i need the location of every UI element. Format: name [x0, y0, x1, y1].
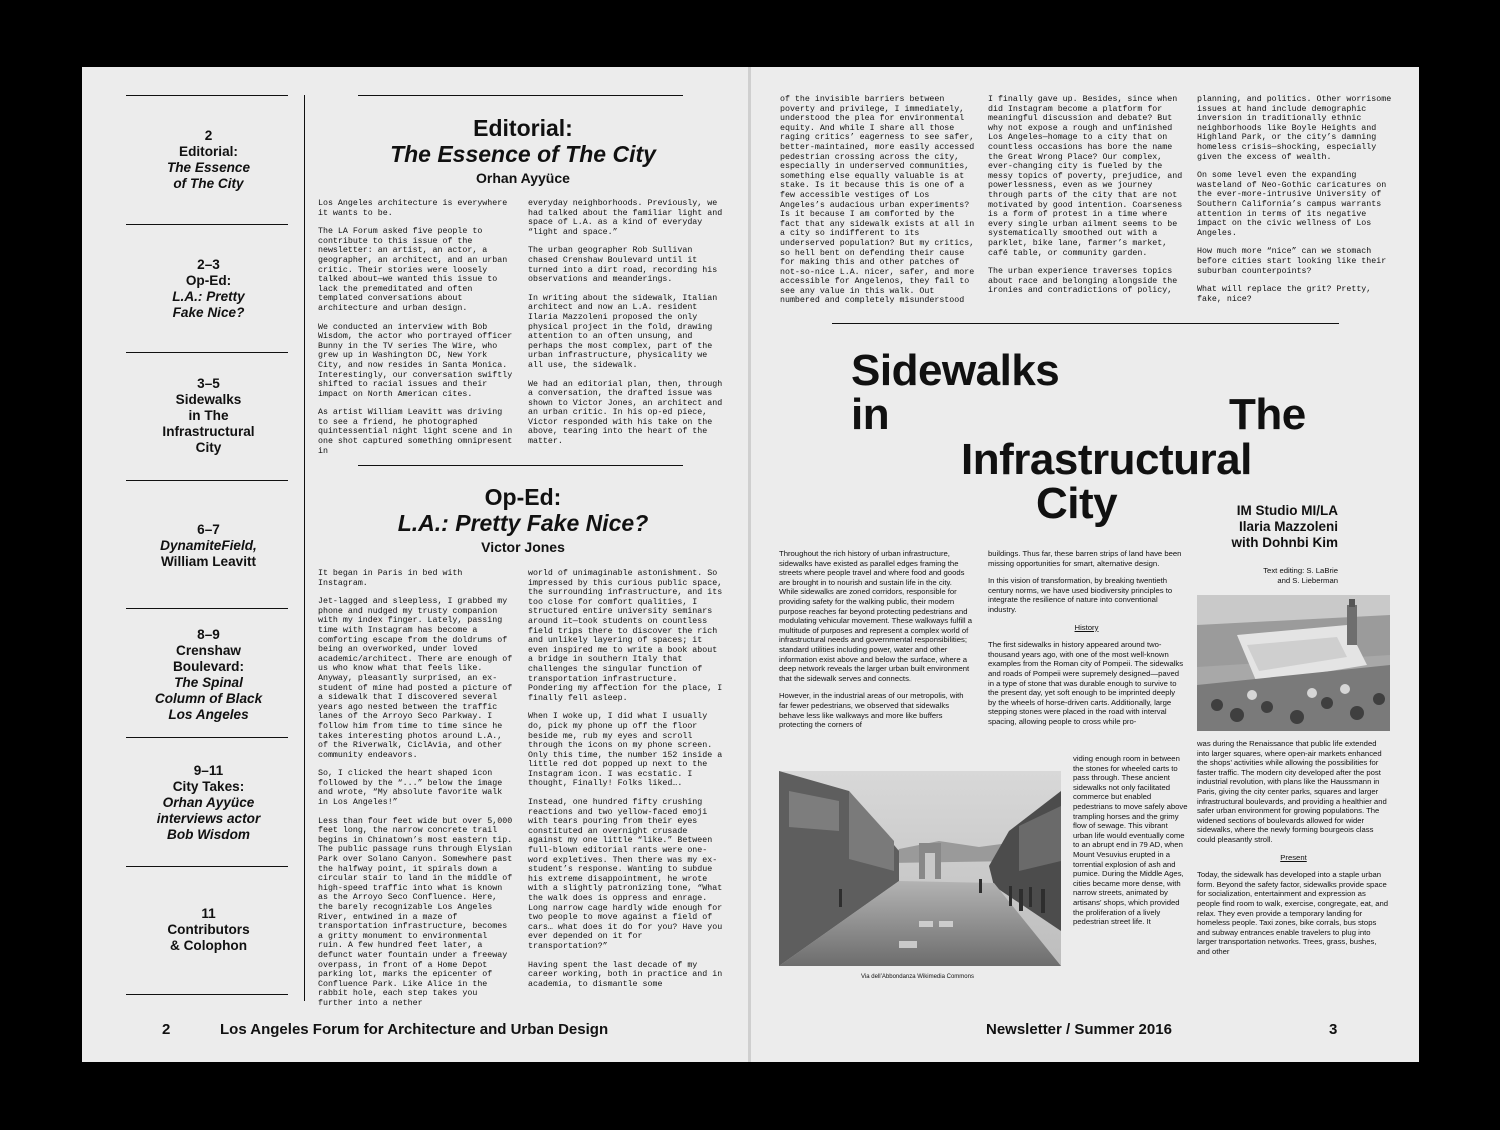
sidewalks-column-2: buildings. Thus far, these barren strips of land have been missing opportunities for smart, alternative design. In this vision of transformation, by breaking twentieth century norms, we have used biodiversity principles to integrate the resilience of nature into conventional industry. History The first sidewalks in history appeared around two-thousand years ago, with one of the most well-known examples from the Roman city of Pompeii. The sidewalks and roads of Pompeii were supremely designed—paved in a type of stone that was durable enough to survive to the present day, yet soft enough to be imprinted deeply by the wheels of horse-driven carts. Additionally, large stepping stones were placed in the road with interval spacing, allowing people to cross while pro-: [988, 549, 1184, 726]
toc-rule: [126, 95, 288, 96]
oped-continued-column-1: of the invisible barriers between poverty and privilege, I immediately, understood the plea for environmental equity. And while I share all those raging critics’ eagerness to see safer, better-maintained, more easily accessed pedestrian crossing across the city, especially in underserved communities, something else equally valuable is at stake. Is it because this is one of a few accessible vestiges of Los Angeles’s audacious urban experiments? Is it because I am comforted by the fact that any sidewalk exists at all in a city so indifferent to its underserved population? But my critics, so hell bent on defending their cause for making this and other patches of not-so-nice L.A. nicer, safer, and more accessible for Angelenos, they fail to see any value in this walk. Out numbered and completely misunderstood: [780, 95, 975, 306]
history-heading: History: [1074, 622, 1099, 632]
sidewalks-column-3: was during the Renaissance that public life extended into larger squares, where open-air markets enhanced the shops’ activities while allowing the possibilities for faster traffic. The modern city developed after the post industrial revolution, with plans like the Haussmann in Paris, giving the city center parks, squares and larger infrastructural boulevards, and providing a healthier and safer urban environment for growing populations. The widened sections of boulevards allowed for wider sidewalks, where the newly forming bourgeois class could pleasantly stroll. Present Today, the sidewalk has developed into a staple urban form. Beyond the safety factor, sidewalks provide space for socialization, entertainment and expression as people find room to walk, exercise, congregate, eat, and relax. They even provide a temporary landing for homeless people. Taxi zones, bike corrals, bus stops and subway entrances enable travelers to plug into larger transportation networks. Trees, grass, bushes, and other: [1197, 739, 1389, 956]
editorial-heading: Editorial: The Essence of The City Orhan Ayyüce: [390, 115, 656, 186]
oped-column-1: It began in Paris in bed with Instagram. Jet-lagged and sleepless, I grabbed my phone and nudged my trusty companion with my index finger. Lately, passing time with Instagram has become a comforting escape from the doldrums of being an overworked, under loved academic/architect. There are enough of us who know what that feels like. Anyway, pleasantly surprised, an ex-student of mine had posted a picture of a sidewalk that I discovered several years ago nested between the traffic lanes of the Arroyo Seco Parkway. I follow him from time to time since he takes interesting photos around L.A., of the Riverwalk, CiclAvia, and other community endeavors. So, I clicked the heart shaped icon followed by the “...” below the image and wrote, “My absolute favorite walk in Los Angeles!” Less than four feet wide but over 5,000 feet long, the narrow concrete trail begins in Chinatown’s most eastern tip. The public passage runs through Elysian Park over Solano Canyon. Somewhere past the halfway point, it spirals down a circular stair to land in the middle of high-speed traffic into what is known as the Arroyo Seco Confluence. Here, the barely recognizable Los Angeles River, entwined in a maze of transportation infrastructure, becomes a gritty monument to environmental ruin. A few hundred feet later, a defunct water fountain under a freeway overpass, in front of a Home Depot parking lot, marks the epicenter of Confluence Park. Like Alice in the rabbit hole, each step takes you further into a nether: [318, 569, 513, 1008]
photo-caption: Via dell’Abbondanza Wikimedia Commons: [861, 974, 974, 980]
section-rule: [358, 465, 683, 466]
toc-entry-11[interactable]: 11 Contributors & Colophon: [167, 906, 250, 953]
sidewalks-title-word-1: Sidewalks: [851, 346, 1060, 395]
sidewalks-byline: IM Studio MI/LA Ilaria Mazzoleni with Dohnbi Kim: [1231, 503, 1338, 550]
editorial-column-1: Los Angeles architecture is everywhere it wants to be. The LA Forum asked five people to contribute to this issue of the newsletter: an artist, an actor, a geographer, an architect, and an urban critic. Their stories were loosely talked about—we wanted this issue to lack the premeditated and often templated conversations about architecture and urban design. We conducted an interview with Bob Wisdom, the actor who portrayed officer Bunny in the TV series The Wire, who grew up in Washington DC, New York City, and now resides in Santa Monica. Interestingly, our conversation swiftly shifted to racial issues and their impact on North American cites. As artist William Leavitt was driving to see a friend, he photographed quintessential night light scene and in one shot captured something omnipresent in: [318, 199, 513, 456]
toc-rule: [126, 737, 288, 738]
oped-column-2: world of unimaginable astonishment. So impressed by this curious public space, the surrounding infrastructure, and its too close for comfort qualities, I structured entire university seminars around it—took students on countless field trips there to discover the rich and unlikely layering of spaces; it even inspired me to write a book about a bridge in southern Italy that challenges the singular function of transportation infrastructure. Pondering my affection for the place, I finally fell asleep. When I woke up, I did what I usually do, pick my phone up off the floor beside me, rub my eyes and scroll through the icons on my phone screen. Only this time, the number 152 inside a little red dot popped up next to the Instagram icon. I was ecstatic. I thought, Finally! Folks liked…. Instead, one hundred fifty crushing reactions and two yellow-faced emoji with tears pouring from their eyes constituted an overnight crusade against my one little “like.” Between full-blown editorial rants were one-word expletives. Then there was my ex-student’s response. Wanting to subdue his extreme disappointment, he wrote with a slightly patronizing tone, “What the walk does is oppress and enrage. Long narrow cage hardly wide enough for two people to move against a field of cars… what does it do for you? Have you ever depended on it for transportation?” Having spent the last decade of my career working, both in practice and in academia, to dismantle some: [528, 569, 723, 989]
page-number-left: 2: [162, 1021, 171, 1038]
toc-rule: [126, 994, 288, 995]
pompeii-street-photo: [779, 771, 1061, 966]
toc-entry-2[interactable]: 2 Editorial: The Essence of The City: [166, 128, 251, 191]
toc-entry-9-11[interactable]: 9–11 City Takes: Orhan Ayyüce interviews actor Bob Wisdom: [156, 763, 261, 842]
toc-entry-6-7[interactable]: 6–7 DynamiteField, William Leavitt: [160, 522, 257, 569]
right-page: [751, 67, 1419, 1062]
toc-rule: [126, 608, 288, 609]
pompeii-street-image: [779, 771, 1061, 966]
text-editing-credit: Text editing: S. LaBrie and S. Lieberman: [1263, 566, 1338, 585]
issue-label: Newsletter / Summer 2016: [986, 1021, 1172, 1038]
toc-rule: [126, 480, 288, 481]
toc-entry-8-9[interactable]: 8–9 Crenshaw Boulevard: The Spinal Column of Black Los Angeles: [154, 627, 263, 722]
sidewalks-column-1: Throughout the rich history of urban infrastructure, sidewalks have existed as parallel edges framing the streets where people travel and where food and goods are brought in to nourish and sustain life in the city. While sidewalks are zoned corridors, responsible for providing safety for the walking public, their modern purpose reaches far beyond protecting pedestrians and modulating vehicular movement. These walkways fulfill a multitude of purposes and represent a complex world of infrastructural needs and governmental responsibilities; standard utilities including power, water and other information exist above and below the surface, where a deep network reveals the larger urban built environment that the sidewalk serves and connects. However, in the industrial areas of our metropolis, with far fewer pedestrians, we observed that sidewalks behave less like walkways and more like buffers protecting the corners of: [779, 549, 972, 730]
aerial-city-image: [1197, 595, 1390, 731]
toc-rule: [126, 224, 288, 225]
column-divider: [304, 95, 305, 1001]
aerial-city-photo: [1197, 595, 1390, 731]
sidewalks-column-2-continued: viding enough room in between the stones for wheeled carts to pass through. These ancient sidewalks not only facilitated commerce but enabled pedestrians to move safely above trampling horses and the grimy flow of sewage. This vibrant urban life would eventually come to an abrupt end in 79 AD, when Mount Vesuvius erupted in a torrential explosion of ash and pumice. During the Middle Ages, cities became more dense, with narrow streets, animated by artisans’ shops, which provided the proliferation of a lively pedestrian street life. It: [1073, 754, 1188, 927]
oped-continued-column-2: I finally gave up. Besides, since when did Instagram become a platform for meaningful discussion and debate? But why not expose a rough and unfinished Los Angeles—homage to a city that on countless occasions has bore the name the Great Wrong Place? Our complex, ever-changing city is fueled by the messy topics of poverty, prejudice, and powerlessness, even as we journey through parts of the city that are not motivated by good intention. Coarseness is a form of protest in a time where every single urban ailment seems to be systematically smoothed out with a parklet, bike lane, farmer’s market, café table, or community garden. The urban experience traverses topics about race and belonging alongside the ironies and contradictions of policy,: [988, 95, 1183, 296]
toc-entry-3-5[interactable]: 3–5 Sidewalks in The Infrastructural City: [162, 376, 255, 455]
oped-continued-column-3: planning, and politics. Other worrisome issues at hand include demographic inversion in traditionally ethnic neighborhoods like Boyle Heights and Highland Park, or the city’s damning homeless crisis—shocking, especially given the excess of wealth. On some level even the expanding wasteland of Neo-Gothic caricatures on the ever-more-intrusive University of Southern California’s campus warrants attention in terms of its negative impact on the civic wellness of Los Angeles. How much more “nice” can we stomach before cities start looking like their suburban counterpoints? What will replace the grit? Pretty, fake, nice?: [1197, 95, 1392, 304]
sidewalks-title-word-4: Infrastructural: [961, 435, 1252, 484]
section-rule: [832, 323, 1339, 324]
page-number-right: 3: [1329, 1021, 1338, 1038]
toc-rule: [126, 866, 288, 867]
oped-heading: Op-Ed: L.A.: Pretty Fake Nice? Victor Jones: [397, 484, 649, 555]
present-heading: Present: [1280, 852, 1307, 862]
editorial-column-2: everyday neighborhoods. Previously, we had talked about the familiar light and space of L.A. as a kind of everyday “light and space.” The urban geographer Rob Sullivan chased Crenshaw Boulevard until it turned into a dirt road, recording his observations and meanderings. In writing about the sidewalk, Italian architect and now an L.A. resident Ilaria Mazzoleni proposed the only physical project in the fold, drawing attention to an often unsung, and perhaps the most complex, part of the urban infrastructure, physicality we all use, the sidewalk. We had an editorial plan, then, through a conversation, the drafted issue was shown to Victor Jones, an architect and an urban critic. In his op-ed piece, Victor responded with his take on the above, tearing into the heart of the matter.: [528, 199, 723, 447]
toc-rule: [126, 352, 288, 353]
left-page: [82, 67, 749, 1062]
publisher-name: Los Angeles Forum for Architecture and Urban Design: [220, 1021, 609, 1038]
sidewalks-title-word-2: in: [851, 390, 890, 439]
sidewalks-title-word-3: The: [1229, 390, 1306, 439]
section-rule: [358, 95, 683, 96]
sidewalks-title-word-5: City: [1036, 479, 1118, 528]
toc-entry-2-3[interactable]: 2–3 Op-Ed: L.A.: Pretty Fake Nice?: [172, 257, 245, 320]
